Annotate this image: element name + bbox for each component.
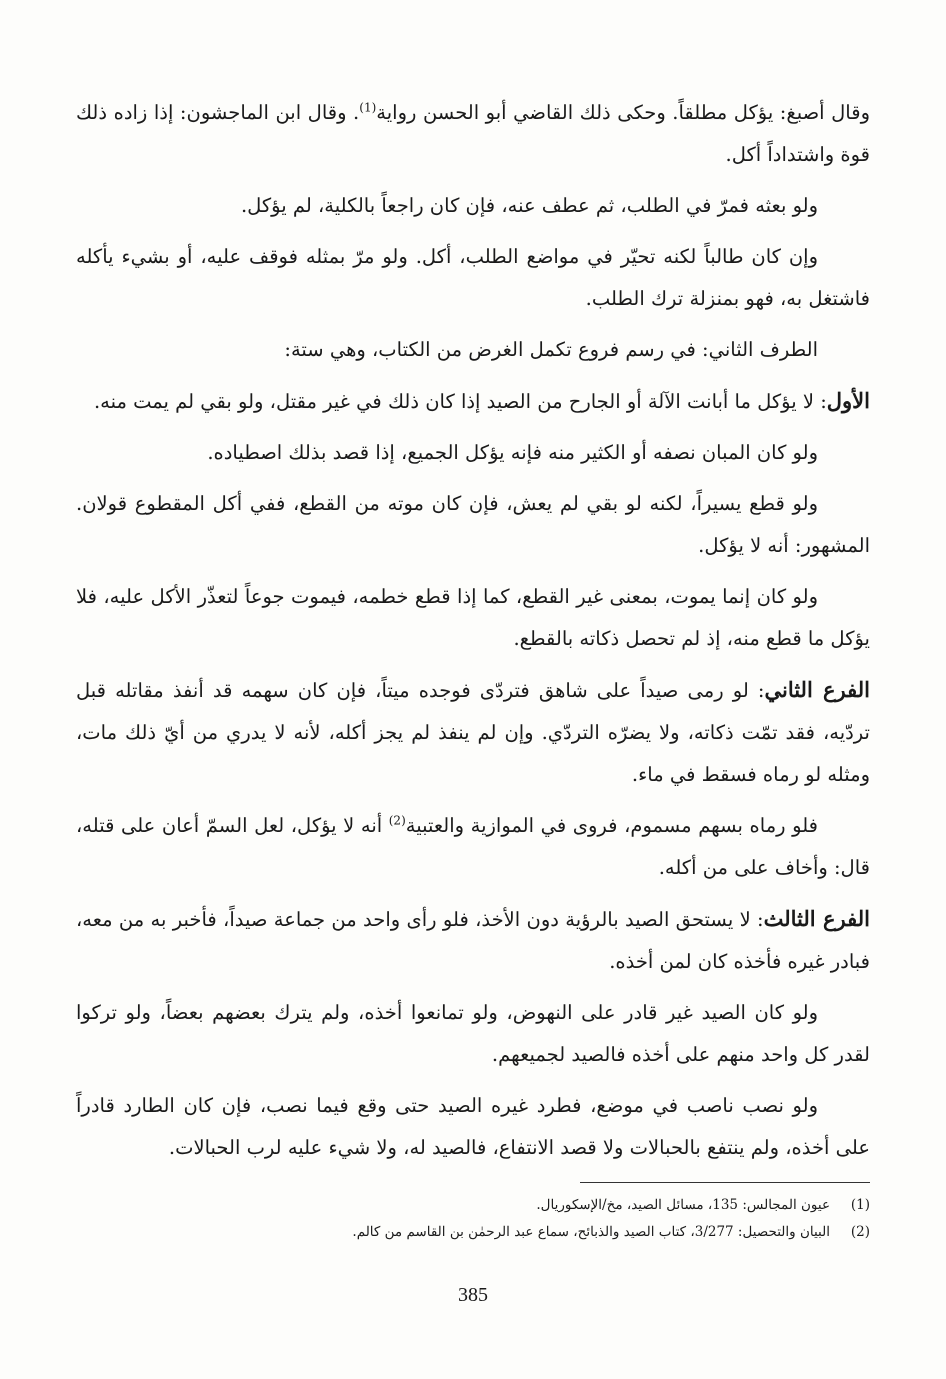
branch-heading: الأول	[826, 388, 870, 413]
paragraph-text: ولو كان المبان نصفه أو الكثير منه فإنه يؤكل الجميع، إذا قصد بذلك اصطياده.	[207, 441, 818, 464]
footnote-number: (1)	[850, 1197, 870, 1213]
paragraph-10	[76, 805, 870, 889]
paragraph-7	[76, 483, 870, 567]
paragraph-6	[76, 432, 870, 474]
paragraph-8	[76, 576, 870, 660]
footnote-2	[76, 1219, 870, 1246]
branch-heading: الفرع الثاني	[764, 677, 871, 702]
main-text	[76, 92, 870, 1178]
paragraph-text: ولو قطع يسيراً، لكنه لو بقي لم يعش، فإن كان موته من القطع، ففي أكل المقطوع قولان. المشهور: أنه لا يؤكل.	[76, 492, 870, 557]
paragraph-text: . وقال ابن الماجشون: إذا زاده ذلك قوة واشتداداً أكل.	[76, 101, 870, 166]
paragraph-text: : لا يستحق الصيد بالرؤية دون الأخذ، فلو رأى واحد من جماعة صيداً، فأخبر به من معه، فبادر غيره فأخذه كان لمن أخذه.	[76, 908, 870, 973]
footnote-text: عيون المجالس: 135، مسائل الصيد، مخ/الإسكوريال.	[536, 1197, 830, 1213]
paragraph-text: وإن كان طالباً لكنه تحيّر في مواضع الطلب، أكل. ولو مرّ بمثله فوقف عليه، أو بشيء يأكله فاشتغل به، فهو بمنزلة ترك الطلب.	[76, 245, 870, 310]
footnote-number: (2)	[850, 1224, 870, 1240]
footnote-1	[76, 1192, 870, 1219]
paragraph-text: ولو كان إنما يموت، بمعنى غير القطع، كما إذا قطع خطمه، فيموت جوعاً لتعذّر الأكل عليه، فلا يؤكل ما قطع منه، إذ لم تحصل ذكاته بالقطع.	[76, 585, 870, 650]
footnote-text: البيان والتحصيل: 3/277، كتاب الصيد والذبائح، سماع عبد الرحمٰن بن القاسم من كالم.	[352, 1224, 830, 1240]
section-heading	[76, 329, 870, 371]
paragraph-text: ولو نصب ناصب في موضع، فطرد غيره الصيد حتى وقع فيما نصب، فإن كان الطارد قادراً على أخذه، ولم ينتفع بالحبالات ولا قصد الانتفاع، فالصيد له، ولا شيء عليه لرب الحبالات.	[76, 1094, 870, 1159]
footnote-ref-1: (1)	[359, 100, 377, 115]
paragraph-text: : لا يؤكل ما أبانت الآلة أو الجارح من الصيد إذا كان ذلك في غير مقتل، ولو بقي لم يمت منه.	[93, 390, 827, 413]
paragraph-text: أنه لا يؤكل، لعل السمّ أعان على قتله، قال: وأخاف على من أكله.	[76, 814, 870, 879]
paragraph-text: ولو بعثه فمرّ في الطلب، ثم عطف عنه، فإن كان راجعاً بالكلية، لم يؤكل.	[240, 194, 818, 217]
branch-2-paragraph	[76, 669, 870, 796]
footnote-separator	[580, 1182, 870, 1183]
page-number: 385	[458, 1284, 488, 1306]
paragraph-text: فلو رماه بسهم مسموم، فروى في الموازية والعتبية	[405, 814, 818, 837]
paragraph-3	[76, 236, 870, 320]
footnotes	[76, 1192, 870, 1246]
paragraph-2	[76, 185, 870, 227]
branch-1-paragraph	[76, 380, 870, 423]
paragraph-text: وقال أصبغ: يؤكل مطلقاً. وحكى ذلك القاضي أبو الحسن رواية	[376, 101, 870, 124]
paragraph-1	[76, 92, 870, 176]
paragraph-12	[76, 992, 870, 1076]
paragraph-text: الطرف الثاني: في رسم فروع تكمل الغرض من الكتاب، وهي ستة:	[284, 338, 818, 361]
footnote-ref-2: (2)	[388, 813, 406, 828]
paragraph-13	[76, 1085, 870, 1169]
branch-heading: الفرع الثالث	[763, 906, 870, 931]
paragraph-text: ولو كان الصيد غير قادر على النهوض، ولو تمانعوا أخذه، ولم يترك بعضهم بعضاً، ولو تركوا لقدر كل واحد منهم على أخذه فالصيد لجميعهم.	[76, 1001, 870, 1066]
paragraph-text: : لو رمى صيداً على شاهق فتردّى فوجده ميتاً، فإن كان سهمه قد أنفذ مقاتله قبل تردّيه، فقد تمّت ذكاته، ولا يضرّه التردّي. وإن لم ينفذ لم يجز أكله، لأنه لا يدري من أيّ ذلك مات، ومثله لو رماه فسقط في ماء.	[76, 679, 870, 786]
branch-3-paragraph	[76, 898, 870, 983]
